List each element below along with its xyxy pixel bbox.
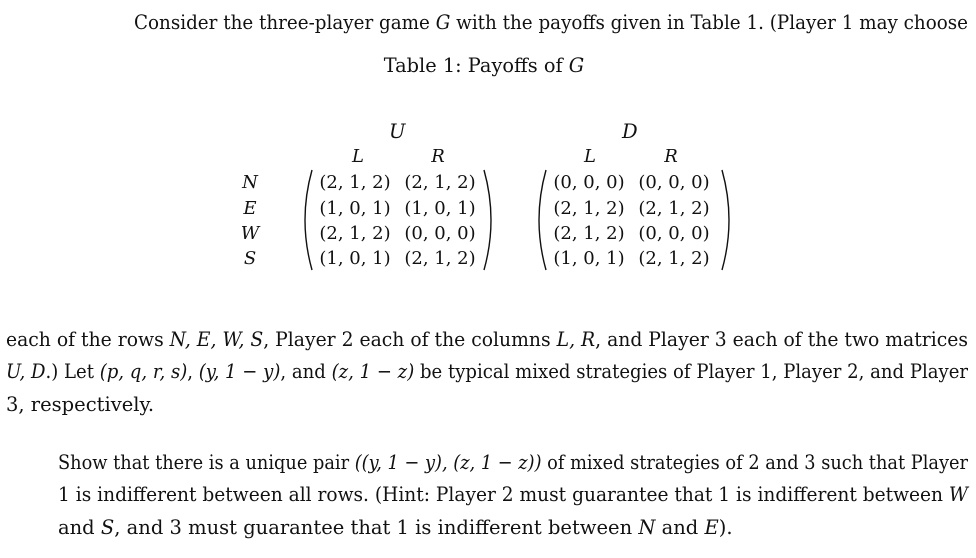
text-part: and xyxy=(58,516,101,539)
row-label-e: E xyxy=(243,198,257,219)
game-symbol: G xyxy=(435,11,451,34)
text-part: , Player 2 each of the columns xyxy=(263,328,557,351)
left-paren-u xyxy=(296,168,316,272)
math-rows: N, E, W, S xyxy=(169,328,264,351)
left-paren-d xyxy=(530,168,550,272)
text-part: and xyxy=(655,516,705,539)
math-matrices: U, D xyxy=(6,360,46,383)
task-line-1 xyxy=(58,451,968,475)
column-label-u-r: R xyxy=(431,146,445,167)
cell-u-n-r: (2, 1, 2) xyxy=(404,172,476,193)
math-pair: ((y, 1 − y), (z, 1 − z)) xyxy=(354,451,542,474)
text-part: be typical mixed strategies of Player 1, Player 2, and Player xyxy=(414,360,969,383)
intro-text-part: Consider the three-player game xyxy=(134,11,436,34)
intro-text xyxy=(134,11,968,35)
text-part: 1 is indifferent between all rows. (Hint: Player 2 must guarantee that 1 is indifferent between xyxy=(58,483,949,506)
text-part: , and 3 must guarantee that 1 is indifferent between xyxy=(114,516,639,539)
text-part: .) Let xyxy=(45,360,100,383)
text-part: Show that there is a unique pair xyxy=(58,451,355,474)
right-paren-d xyxy=(718,168,738,272)
text-part: of mixed strategies of 2 and 3 such that Player xyxy=(541,451,968,474)
cell-d-w-r: (0, 0, 0) xyxy=(638,223,710,244)
column-label-d-r: R xyxy=(664,146,678,167)
cell-u-s-r: (2, 1, 2) xyxy=(404,248,476,269)
cell-u-w-r: (0, 0, 0) xyxy=(404,223,476,244)
math-e: E xyxy=(704,516,719,539)
cell-d-s-l: (1, 0, 1) xyxy=(553,248,625,269)
text-part: each of the rows xyxy=(6,328,170,351)
column-label-u-l: L xyxy=(352,146,364,167)
text-part: , and xyxy=(280,360,332,383)
table-caption xyxy=(0,54,968,78)
game-symbol: G xyxy=(568,54,585,77)
cell-d-n-l: (0, 0, 0) xyxy=(553,172,625,193)
cell-u-n-l: (2, 1, 2) xyxy=(319,172,391,193)
row-label-w: W xyxy=(240,223,260,244)
cell-u-e-r: (1, 0, 1) xyxy=(404,198,476,219)
matrix-label-d: D xyxy=(622,120,638,143)
cell-d-s-r: (2, 1, 2) xyxy=(638,248,710,269)
cell-d-n-r: (0, 0, 0) xyxy=(638,172,710,193)
math-strategy-3: (z, 1 − z) xyxy=(331,360,415,383)
continuation-line-1 xyxy=(6,328,968,352)
continuation-line-3: 3, respectively. xyxy=(6,393,155,416)
task-line-2 xyxy=(58,483,968,507)
task-line-3 xyxy=(58,516,733,540)
row-label-n: N xyxy=(242,172,258,193)
cell-u-w-l: (2, 1, 2) xyxy=(319,223,391,244)
math-w: W xyxy=(948,483,969,506)
text-part: ). xyxy=(718,516,733,539)
cell-d-w-l: (2, 1, 2) xyxy=(553,223,625,244)
right-paren-u xyxy=(480,168,500,272)
math-s: S xyxy=(100,516,115,539)
column-label-d-l: L xyxy=(584,146,596,167)
cell-u-e-l: (1, 0, 1) xyxy=(319,198,391,219)
intro-text-part: with the payoffs given in Table 1. (Player 1 may choose xyxy=(450,11,968,34)
cell-d-e-l: (2, 1, 2) xyxy=(553,198,625,219)
math-strategy-2: (y, 1 − y) xyxy=(198,360,281,383)
text-part: , xyxy=(187,360,199,383)
caption-text: Table 1: Payoffs of xyxy=(383,54,569,77)
text-part: , and Player 3 each of the two matrices xyxy=(595,328,969,351)
cell-u-s-l: (1, 0, 1) xyxy=(319,248,391,269)
continuation-line-2 xyxy=(6,360,968,384)
math-strategy-1: (p, q, r, s) xyxy=(99,360,188,383)
cell-d-e-r: (2, 1, 2) xyxy=(638,198,710,219)
matrix-label-u: U xyxy=(389,120,406,143)
math-n: N xyxy=(638,516,656,539)
math-columns: L, R xyxy=(556,328,596,351)
row-label-s: S xyxy=(243,248,257,269)
